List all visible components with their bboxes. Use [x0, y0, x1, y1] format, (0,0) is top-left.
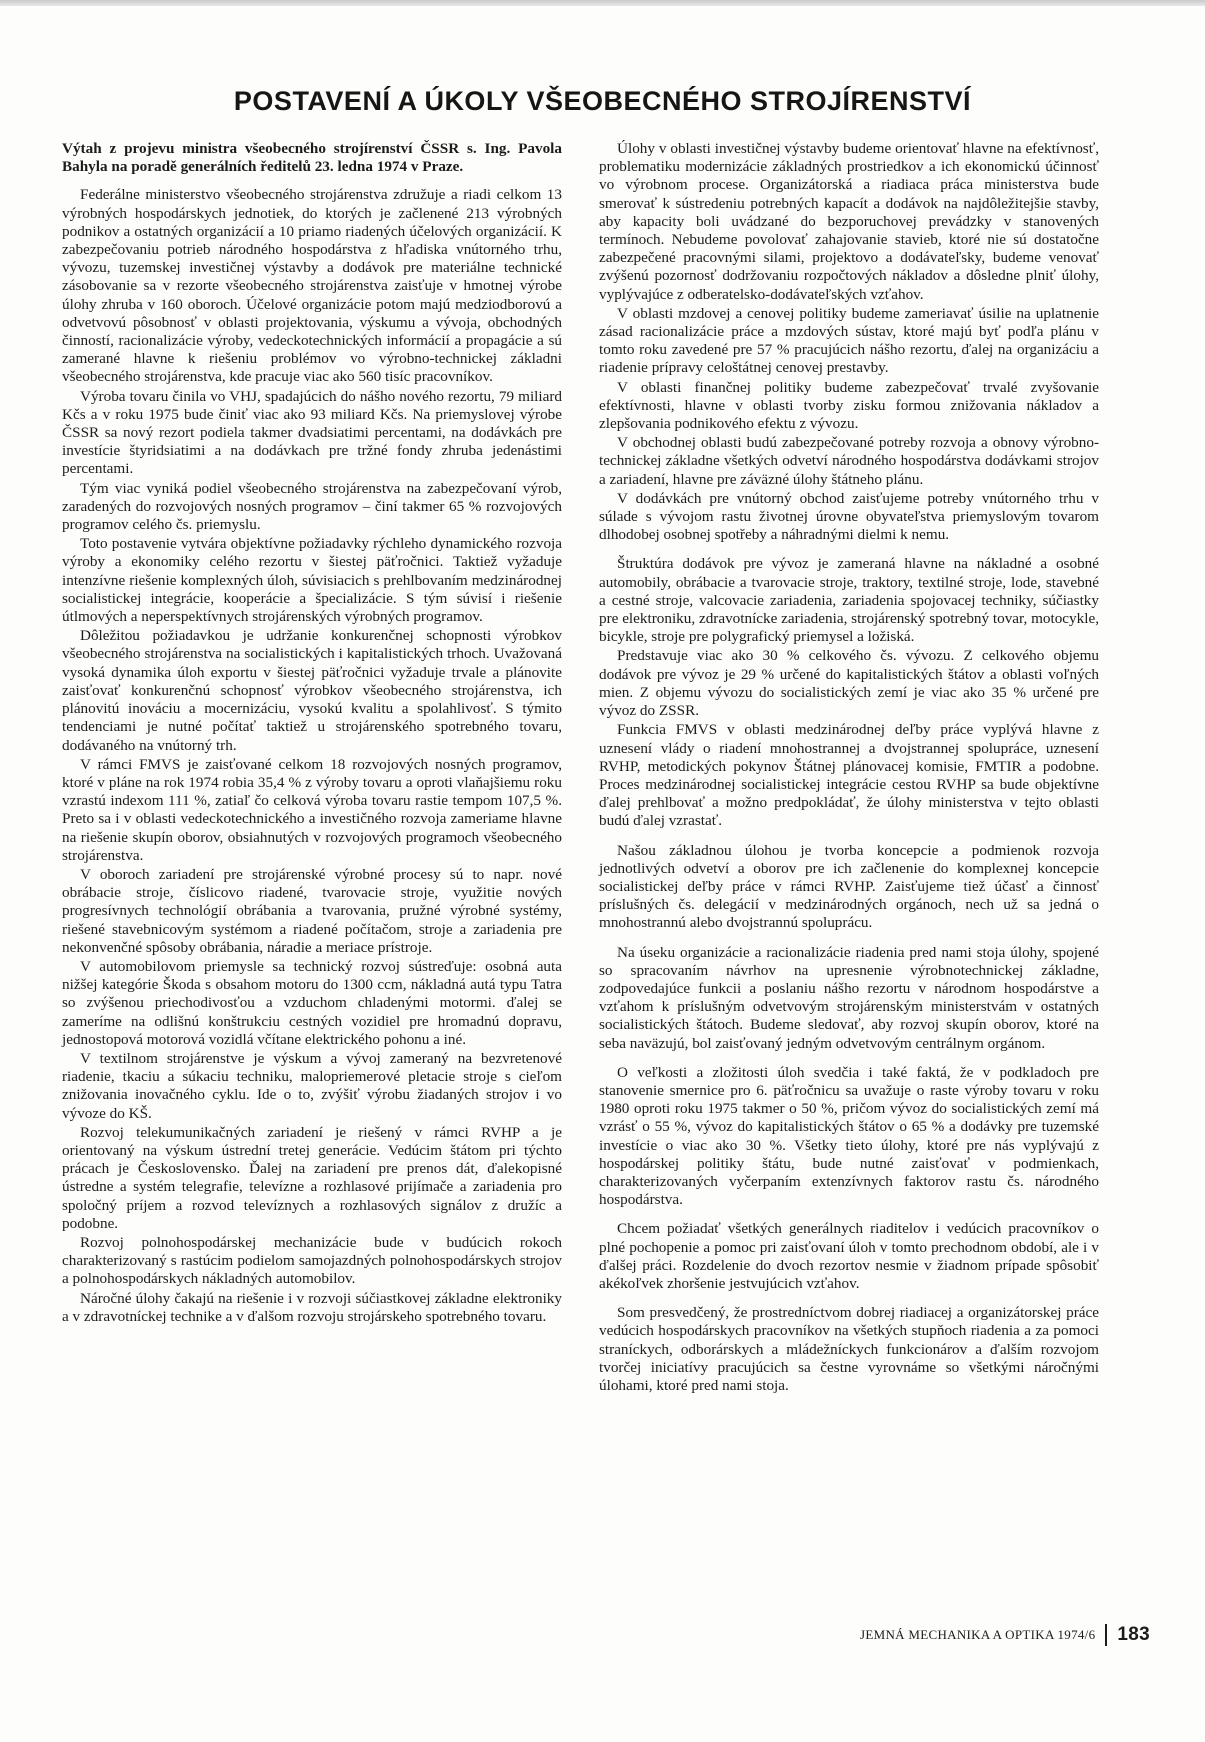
paragraph: O veľkosti a zložitosti úloh svedčia i také faktá, že v podkladoch pre stanovenie smernice pro 6. päťročnicu sa uvažuje o raste výroby tovaru v roku 1980 oproti roku 1975 takmer o 50 %, pričom vývoz do socialistických zemí má vzrásť o 55 %, vývoz do kapitalistických štátov o 65 % a dodávky pre tuzemské investície o viac ako 30 %. Všetky tieto úlohy, ktoré pre nás vyplývajú z hospodárskej politiky štátu, bude nutné zaisťovať v podmienkach, charakterizovaných vyčerpaním extenzívnych faktorov rastu čs. národného hospodárstva.: [599, 1063, 1099, 1209]
paragraph: Funkcia FMVS v oblasti medzinárodnej deľby práce vyplývá hlavne z uznesení vlády o riadení mnohostrannej a dvojstrannej spolupráce, uznesení RVHP, metodických pokynov Štátnej plánovacej komisie, FMTIR a podobne. Proces medzinárodnej socialistickej integrácie cestou RVHP sa bude objektívne ďalej prehlbovať a možno predpokládať, že úlohy ministerstva v tejto oblasti budú ďalej vzrastať.: [599, 721, 1099, 830]
paragraph: Dôležitou požiadavkou je udržanie konkurenčnej schopnosti výrobkov všeobecného strojárenstva na socialistických i kapitalistických trhoch. Uvažovaná vysoká dynamika úloh exportu v šiestej päťročnici vyžaduje trvale a plánovite zaisťovať konkurenčnú schopnosť výrobkov všeobecného strojárenstva, ich plánovitú inováciu a mocernizáciu, vysokú kvalitu a spolahlivosť. S týmito tendenciami je nutné počítať taktiež u strojárenského spotrebného tovaru, dodávaného na vnútorný trh.: [62, 627, 562, 754]
paragraph: V rámci FMVS je zaisťované celkom 18 rozvojových nosných programov, ktoré v pláne na rok 1974 robia 35,4 % z výroby tovaru a oproti vlaňajšiemu roku vzrastú indexom 111 %, zatiaľ čo celková výroba tovaru rastie tempom 107,5 %. Preto sa i v oblasti vedeckotechnického a investičného rozvoja zameriame hlavne na riešenie skupín oborov, obsiahnutých v rozvojových programoch všeobecného strojárenstva.: [62, 755, 562, 864]
paragraph: Našou základnou úlohou je tvorba koncepcie a podmienok rozvoja jednotlivých odvetví a oborov pre ich začlenenie do komplexnej koncepcie socialistickej deľby práce v rámci RVHP. Zaisťujeme tiež účasť a činnosť príslušných čs. delegácií v medzinárodných orgánoch, nech už sa jedná o mnohostrannú alebo dvojstrannú spoluprácu.: [599, 841, 1099, 932]
paragraph: Chcem požiadať všetkých generálnych riaditelov i vedúcich pracovníkov o plné pochopenie a pomoc pri zaisťovaní úloh v tomto prechodnom období, ale i v ďalšej práci. Rozdelenie do dvoch rezortov nesmie v žiadnom prípade spôsobiť akékoľvek zhoršenie jestvujúcich vzťahov.: [599, 1220, 1099, 1292]
article-lead: Výtah z projevu ministra všeobecného strojírenství ČSSR s. Ing. Pavola Bahyla na poradě generálních ředitelů 23. ledna 1974 v Praze.: [62, 140, 562, 176]
page-number: 183: [1117, 1624, 1150, 1645]
paragraph: Úlohy v oblasti investičnej výstavby budeme orientovať hlavne na efektívnosť, problematiku modernizácie základných prostriedkov a ich ekonomickú účinnosť vo výrobnom procese. Organizátorská a riadiaca práca ministerstva bude smerovať k sústredeniu potrebných kapacít a dodávok na najdôležitejšie stavby, aby kapacity boli uvádzané do bezporuchovej prevádzky v stanovených termínoch. Nebudeme povolovať zahajovanie stavieb, ktoré nie sú dostatočne zabezpečené pracovnými silami, projektovo a dodávateľsky, budeme venovať zvýšenú pozornosť dodržovaniu rozpočtových nákladov a dôsledne plniť úlohy, vyplývajúce z odberatelsko-dodávateľských vzťahov.: [599, 140, 1099, 303]
left-column: [62, 140, 562, 1327]
paragraph: Rozvoj telekumunikačných zariadení je riešený v rámci RVHP a je orientovaný na výskum ústrední tretej generácie. Vedúcim štátom pri týchto prácach je Československo. Ďalej na zariadení pre prenos dát, ďalekopisné ústredne a systém telegrafie, televízne a rozhlasové prijímače a zariadenia pro spoločný príjem a rozvod televíznych a rozhlasových signálov z družíc a podobne.: [62, 1123, 562, 1232]
article-title: POSTAVENÍ A ÚKOLY VŠEOBECNÉHO STROJÍRENSTVÍ: [233, 86, 972, 116]
scan-top-edge: [0, 0, 1205, 6]
footer-divider: [1105, 1624, 1107, 1646]
paragraph: Na úseku organizácie a racionalizácie riadenia pred nami stoja úlohy, spojené so spracovaním návrhov na upresnenie výrobnotechnickej základne, zodpovedajúce funkcii a poslaniu nášho rezortu v národnom hospodárstve a vzťahom k príslušným odvetvovým strojárenským ministerstvám v ostatných socialistických štátoch. Budeme sledovať, aby rozvoj skupín oborov, ktoré na seba naväzujú, bol zaisťovaný jedným odvetvovým centrálnym orgánom.: [599, 943, 1099, 1052]
paragraph: V oblasti finančnej politiky budeme zabezpečovať trvalé zvyšovanie efektívnosti, hlavne v oblasti tvorby zisku formou znižovania nákladov a zlepšovania podnikového efektu z vývozu.: [599, 378, 1099, 433]
paragraph: V automobilovom priemysle sa technický rozvoj sústreďuje: osobná auta nižšej kategórie Škoda s obsahom motoru do 1300 ccm, nákladná autá typu Tatra so zvýšenou priechodivosťou a vzduchom chladenými motormi. ďalej se zameríme na odlišnú konštrukciu cestných vozidiel pre hromadnú dopravu, jednostopová motorová vozidlá včítane elektrického pohonu a iné.: [62, 957, 562, 1048]
paragraph: V obchodnej oblasti budú zabezpečované potreby rozvoja a obnovy výrobno-technickej základne všetkých odvetví národného hospodárstva dodávkami strojov a zariadení, hlavne pre záväzné úlohy štátneho plánu.: [599, 434, 1099, 488]
paragraph: Federálne ministerstvo všeobecného strojárenstva združuje a riadi celkom 13 výrobných hospodárskych jednotiek, do ktorých je začlenené 213 výrobných podnikov a ostatných organizácií a 10 priamo riadených účelových organizácií. K zabezpečovaniu potrieb národného hospodárstva z hľadiska vnútorného trhu, vývozu, tuzemskej investičnej výstavby a dodávok pre materiálne technické zásobovanie sa v rezorte všeobecného strojárenstva zaisťuje v hmotnej výrobe úlohy zhruba v 160 oboroch. Účelové organizácie potom majú medziodborovú a odvetvovú pôsobnosť v oblasti projektovania, výskumu a vývoja, obchodných činností, racionalizácie výroby, vedeckotechnických informácií a propagácie a sú zamerané hlavne k riešeniu problémov vo výrobno-technickej základni všeobecného strojárenstva, kde pracuje viac ako 560 tisíc pracovníkov.: [62, 186, 562, 386]
right-column: [599, 140, 1099, 1396]
paragraph: V textilnom strojárenstve je výskum a vývoj zameraný na bezvretenové riadenie, tkaciu a súkaciu techniku, malopriemerové pletacie stroje s cieľom znižovania inovačného cyklu. Ide o to, zvýšiť výrobu žiadaných strojov i vo vývoze do KŠ.: [62, 1049, 562, 1122]
paragraph: Toto postavenie vytvára objektívne požiadavky rýchleho dynamického rozvoja výroby a ekonomiky celého rezortu v šiestej päťročnici. Taktiež vyžaduje intenzívne riešenie komplexných úloh, súvisiacich s prehlbovaním medzinárodnej socialistickej integrácie, kooperácie a špecializácie. S tým súvisí i riešenie útlmových a neperspektívnych strojárenských výrobných programov.: [62, 535, 562, 626]
paragraph: Náročné úlohy čakajú na riešenie i v rozvoji súčiastkovej základne elektroniky a v zdravotníckej technike a v ďalšom rozvoju strojárskeho spotrebného tovaru.: [62, 1289, 562, 1325]
paragraph: Štruktúra dodávok pre vývoz je zameraná hlavne na nákladné a osobné automobily, obrábacie a tvarovacie stroje, traktory, textilné stroje, lode, stavebné a cestné stroje, valcovacie zariadenia, zariadenia spojovacej techniky, súčiastky pre elektroniku, zdravotnícke zariadenia, strojárenský spotrebný tovar, motocykle, bicykle, stroje pre polygrafický priemysel a ložiská.: [599, 555, 1099, 646]
paragraph: Tým viac vyniká podiel všeobecného strojárenstva na zabezpečovaní výrob, zaradených do rozvojových nosných programov – činí takmer 65 % rozvojových programov celého čs. priemyslu.: [62, 479, 562, 534]
paragraph: Rozvoj polnohospodárskej mechanizácie bude v budúcich rokoch charakterizovaný s rastúcim podielom samojazdných polnohospodárskych strojov a polnohospodárskych nákladných automobilov.: [62, 1233, 562, 1288]
page-footer: [760, 1624, 1150, 1646]
paragraph: V oboroch zariadení pre strojárenské výrobné procesy sú to napr. nové obrábacie stroje, číslicovo riadené, tvarovacie stroje, využitie nových progresívnych technológií obrábania a tvarovania, pružné výrobné systémy, riešené stavebnicovým systémom a riadené počítačom, stroje a zariadenia pre nekonvenčné spôsoby obrábania, náradie a meriace prístroje.: [62, 865, 562, 956]
paragraph: Predstavuje viac ako 30 % celkového čs. vývozu. Z celkového objemu dodávok pre vývoz je 29 % určené do kapitalistických štátov a oblasti voľných mien. Z objemu vývozu do socialistických zemí je viac ako 35 % určené pre vývoz do ZSSR.: [599, 647, 1099, 720]
paragraph: Výroba tovaru činila vo VHJ, spadajúcich do nášho nového rezortu, 79 miliard Kčs a v roku 1975 bude činiť viac ako 93 miliard Kčs. Na priemyslovej výrobe ČSSR sa nový rezort podiela takmer dvadsiatimi percentami, na dodávkách pre investície štyridsiatimi a na dodávkach pre tržné fondy zhruba jedenástimi percentami.: [62, 387, 562, 478]
paragraph: Som presvedčený, že prostredníctvom dobrej riadiacej a organizátorskej práce vedúcich hospodárskych pracovníkov na všetkých stupňoch riadenia a za pomoci straníckych, odborárskych a mládežníckych funkcionárov a ďalším rozvojom tvorčej iniciatívy pracujúcich sa čestne vyrovnáme so všetkými náročnými úlohami, ktoré pred nami stoja.: [599, 1304, 1099, 1394]
journal-name: JEMNÁ MECHANIKA A OPTIKA 1974/6: [860, 1627, 1096, 1642]
paragraph: V oblasti mzdovej a cenovej politiky budeme zameriavať úsilie na uplatnenie zásad racionalizácie práce a mzdových sústav, ktoré majú byť podľa plánu v tomto roku zavedené pre 57 % pracujúcich nášho rezortu, ďalej na organizáciu a riadenie prípravy celoštátnej cenovej prestavby.: [599, 304, 1099, 377]
paragraph: V dodávkách pre vnútorný obchod zaisťujeme potreby vnútorného trhu v súlade s vývojom rastu životnej úrovne obyvateľstva priemyslovým tovarom dlhodobej osobnej spotřeby a náhradnými dielmi k nemu.: [599, 489, 1099, 544]
